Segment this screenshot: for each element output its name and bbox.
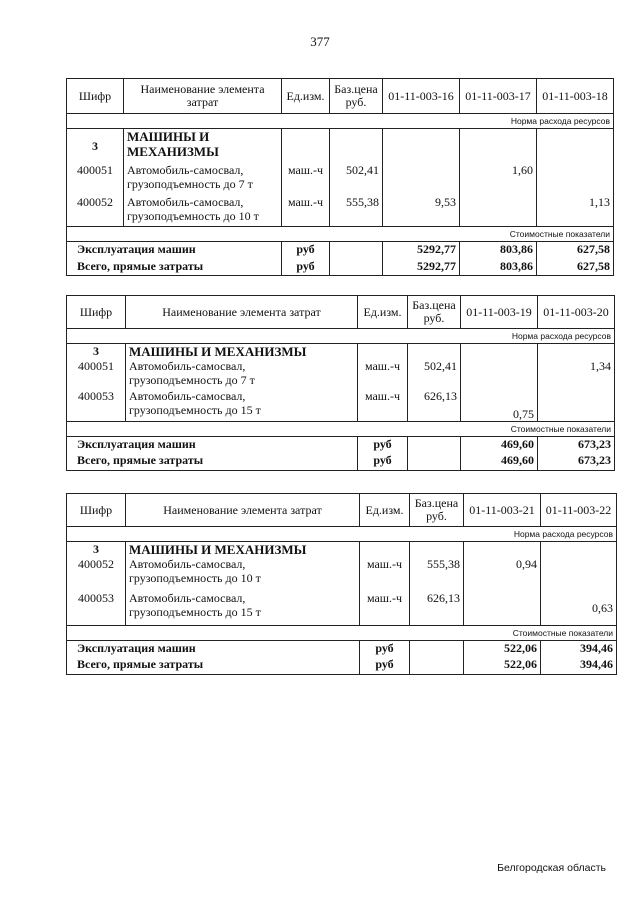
section-name: МАШИНЫ И МЕХАНИЗМЫ <box>124 129 282 163</box>
estimate-table-2 <box>66 295 615 471</box>
resource-name: Автомобиль-самосвал, грузоподъемность до 10 т <box>126 557 360 591</box>
total-label: Всего, прямые затраты <box>67 453 358 470</box>
header-code: Шифр <box>67 494 126 527</box>
header-code: Шифр <box>67 296 126 329</box>
resource-name: Автомобиль-самосвал, грузоподъемность до 7 т <box>126 359 358 389</box>
resource-name: Автомобиль-самосвал, грузоподъемность до 7 т <box>124 163 282 195</box>
resource-value <box>383 163 460 195</box>
total-value: 5292,77 <box>383 242 460 259</box>
total-value: 394,46 <box>541 657 617 674</box>
total-label: Эксплуатация машин <box>67 436 358 453</box>
header-price: Баз.цена руб. <box>408 296 461 329</box>
header-name: Наименование элемента затрат <box>126 494 360 527</box>
header-column: 01-11-003-20 <box>538 296 615 329</box>
resource-value: 1,60 <box>460 163 537 195</box>
header-name: Наименование элемента затрат <box>124 79 282 114</box>
total-value: 394,46 <box>541 640 617 657</box>
resource-value <box>461 359 538 389</box>
header-column: 01-11-003-17 <box>460 79 537 114</box>
total-row <box>67 453 615 470</box>
table-row <box>67 389 615 421</box>
total-unit: руб <box>282 259 330 276</box>
header-unit: Ед.изм. <box>358 296 408 329</box>
resource-code: 400051 <box>67 359 126 389</box>
header-name: Наименование элемента затрат <box>126 296 358 329</box>
cost-label: Стоимостные показатели <box>67 227 614 242</box>
resource-price: 555,38 <box>330 195 383 227</box>
resource-price: 502,41 <box>408 359 461 389</box>
section-code: 3 <box>67 129 124 163</box>
resource-value: 0,75 <box>461 389 538 421</box>
resource-code: 400052 <box>67 557 126 591</box>
total-label: Всего, прямые затраты <box>67 259 282 276</box>
table-row <box>67 195 614 227</box>
total-value: 627,58 <box>537 242 614 259</box>
resource-value: 0,94 <box>464 557 541 591</box>
resource-code: 400053 <box>67 591 126 625</box>
total-label: Всего, прямые затраты <box>67 657 360 674</box>
resource-code: 400052 <box>67 195 124 227</box>
resource-unit: маш.-ч <box>358 359 408 389</box>
total-value: 469,60 <box>461 436 538 453</box>
table-row <box>67 557 617 591</box>
resource-value <box>537 163 614 195</box>
resource-price: 555,38 <box>410 557 464 591</box>
resource-name: Автомобиль-самосвал, грузоподъемность до 15 т <box>126 389 358 421</box>
total-unit: руб <box>358 453 408 470</box>
total-row <box>67 242 614 259</box>
cost-label: Стоимостные показатели <box>67 421 615 436</box>
header-unit: Ед.изм. <box>282 79 330 114</box>
header-column: 01-11-003-22 <box>541 494 617 527</box>
resource-code: 400051 <box>67 163 124 195</box>
header-price: Баз.цена руб. <box>410 494 464 527</box>
table-row <box>67 163 614 195</box>
resource-value <box>464 591 541 625</box>
resource-value: 1,34 <box>538 359 615 389</box>
header-column: 01-11-003-21 <box>464 494 541 527</box>
resource-value <box>541 557 617 591</box>
section-code: 3 <box>67 344 126 360</box>
resource-unit: маш.-ч <box>360 557 410 591</box>
total-unit: руб <box>360 640 410 657</box>
resource-name: Автомобиль-самосвал, грузоподъемность до 15 т <box>126 591 360 625</box>
total-value: 5292,77 <box>383 259 460 276</box>
norm-label: Норма расхода ресурсов <box>67 114 614 129</box>
header-price: Баз.цена руб. <box>330 79 383 114</box>
total-label: Эксплуатация машин <box>67 242 282 259</box>
table-row <box>67 591 617 625</box>
total-value: 469,60 <box>461 453 538 470</box>
resource-value <box>460 195 537 227</box>
resource-unit: маш.-ч <box>282 195 330 227</box>
norm-label: Норма расхода ресурсов <box>67 527 617 542</box>
norm-label: Норма расхода ресурсов <box>67 329 615 344</box>
total-row <box>67 657 617 674</box>
total-value: 803,86 <box>460 242 537 259</box>
section-name: МАШИНЫ И МЕХАНИЗМЫ <box>126 542 360 558</box>
total-value: 522,06 <box>464 657 541 674</box>
total-unit: руб <box>358 436 408 453</box>
estimate-table-3 <box>66 493 617 675</box>
resource-value: 9,53 <box>383 195 460 227</box>
total-value: 673,23 <box>538 453 615 470</box>
total-row <box>67 436 615 453</box>
total-value: 673,23 <box>538 436 615 453</box>
resource-price: 626,13 <box>408 389 461 421</box>
resource-code: 400053 <box>67 389 126 421</box>
resource-value: 1,13 <box>537 195 614 227</box>
footer-region: Белгородская область <box>497 862 606 874</box>
resource-price: 626,13 <box>410 591 464 625</box>
header-column: 01-11-003-16 <box>383 79 460 114</box>
resource-price: 502,41 <box>330 163 383 195</box>
resource-value <box>538 389 615 421</box>
total-label: Эксплуатация машин <box>67 640 360 657</box>
total-unit: руб <box>360 657 410 674</box>
resource-unit: маш.-ч <box>360 591 410 625</box>
resource-value: 0,63 <box>541 591 617 625</box>
resource-unit: маш.-ч <box>282 163 330 195</box>
header-column: 01-11-003-18 <box>537 79 614 114</box>
page-number: 377 <box>310 34 330 49</box>
header-unit: Ед.изм. <box>360 494 410 527</box>
section-name: МАШИНЫ И МЕХАНИЗМЫ <box>126 344 358 360</box>
total-row <box>67 640 617 657</box>
table-row <box>67 359 615 389</box>
cost-label: Стоимостные показатели <box>67 625 617 640</box>
estimate-table-1 <box>66 78 614 276</box>
resource-unit: маш.-ч <box>358 389 408 421</box>
total-value: 803,86 <box>460 259 537 276</box>
header-column: 01-11-003-19 <box>461 296 538 329</box>
total-value: 627,58 <box>537 259 614 276</box>
header-code: Шифр <box>67 79 124 114</box>
resource-name: Автомобиль-самосвал, грузоподъемность до 10 т <box>124 195 282 227</box>
total-value: 522,06 <box>464 640 541 657</box>
total-row <box>67 259 614 276</box>
total-unit: руб <box>282 242 330 259</box>
section-code: 3 <box>67 542 126 558</box>
